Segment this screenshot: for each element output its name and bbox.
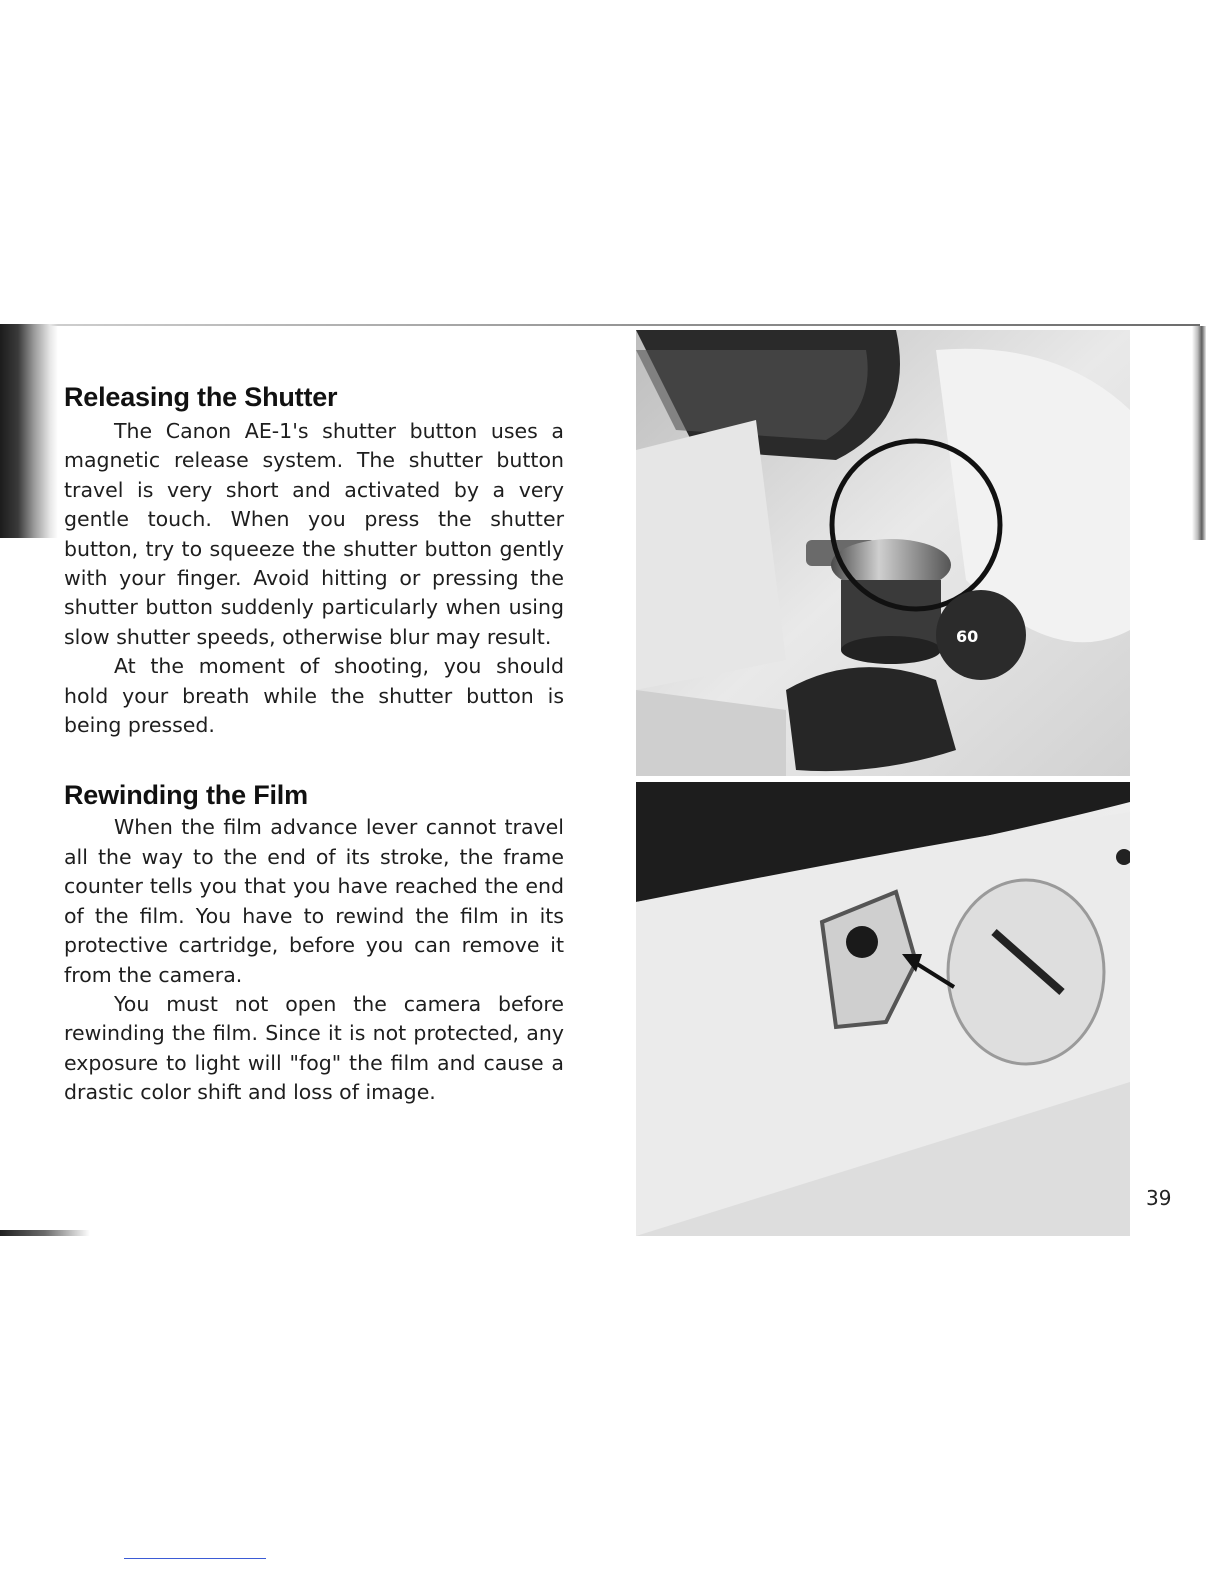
footer-link-underline — [124, 1558, 266, 1559]
paragraph-hold-breath: At the moment of shooting, you should hold your breath while the shutter button is being pressed. — [64, 654, 564, 738]
shutter-speed-dial — [936, 590, 1026, 680]
photo-rewind-button — [636, 782, 1130, 1236]
film-advance-lever — [786, 667, 956, 771]
section-spacer — [64, 740, 564, 780]
book-binding-shadow — [0, 324, 58, 538]
shutter-photo-illustration — [636, 330, 1130, 776]
page-bottom-edge — [0, 1230, 90, 1236]
page-top-edge — [40, 324, 1200, 326]
page-number: 39 — [1146, 1186, 1172, 1210]
text-column — [64, 382, 564, 1108]
photo-shutter-button — [636, 330, 1130, 776]
page-right-edge — [1192, 326, 1206, 540]
shutter-dial-label: 60 — [956, 627, 979, 646]
paragraph-do-not-open-camera: You must not open the camera before rewinding the film. Since it is not protected, any exposure to light will "fog" the film and cause a drastic color shift and loss of image. — [64, 991, 564, 1105]
heading-rewinding-the-film: Rewinding the Film — [64, 780, 308, 811]
rewind-photo-illustration — [636, 782, 1130, 1236]
heading-releasing-the-shutter: Releasing the Shutter — [64, 382, 338, 412]
paragraph-shutter-release-system: The Canon AE-1's shutter button uses a magnetic release system. The shutter button travel is very short and activated by a very gentle touch. When you press the shutter button, try to squeeze the shutter button gently with your finger. Avoid hitting or pressing the shutter button suddenly particularly when using slow shutter speeds, otherwise blur may result. — [64, 419, 564, 649]
rewind-button — [846, 926, 878, 958]
battery-compartment-cover — [948, 880, 1104, 1064]
paragraph-end-of-film: When the film advance lever cannot travel all the way to the end of its stroke, the frame counter tells you that you have reached the end of the film. You have to rewind the film in its protective cartridge, before you can remove it from the camera. — [64, 815, 564, 987]
